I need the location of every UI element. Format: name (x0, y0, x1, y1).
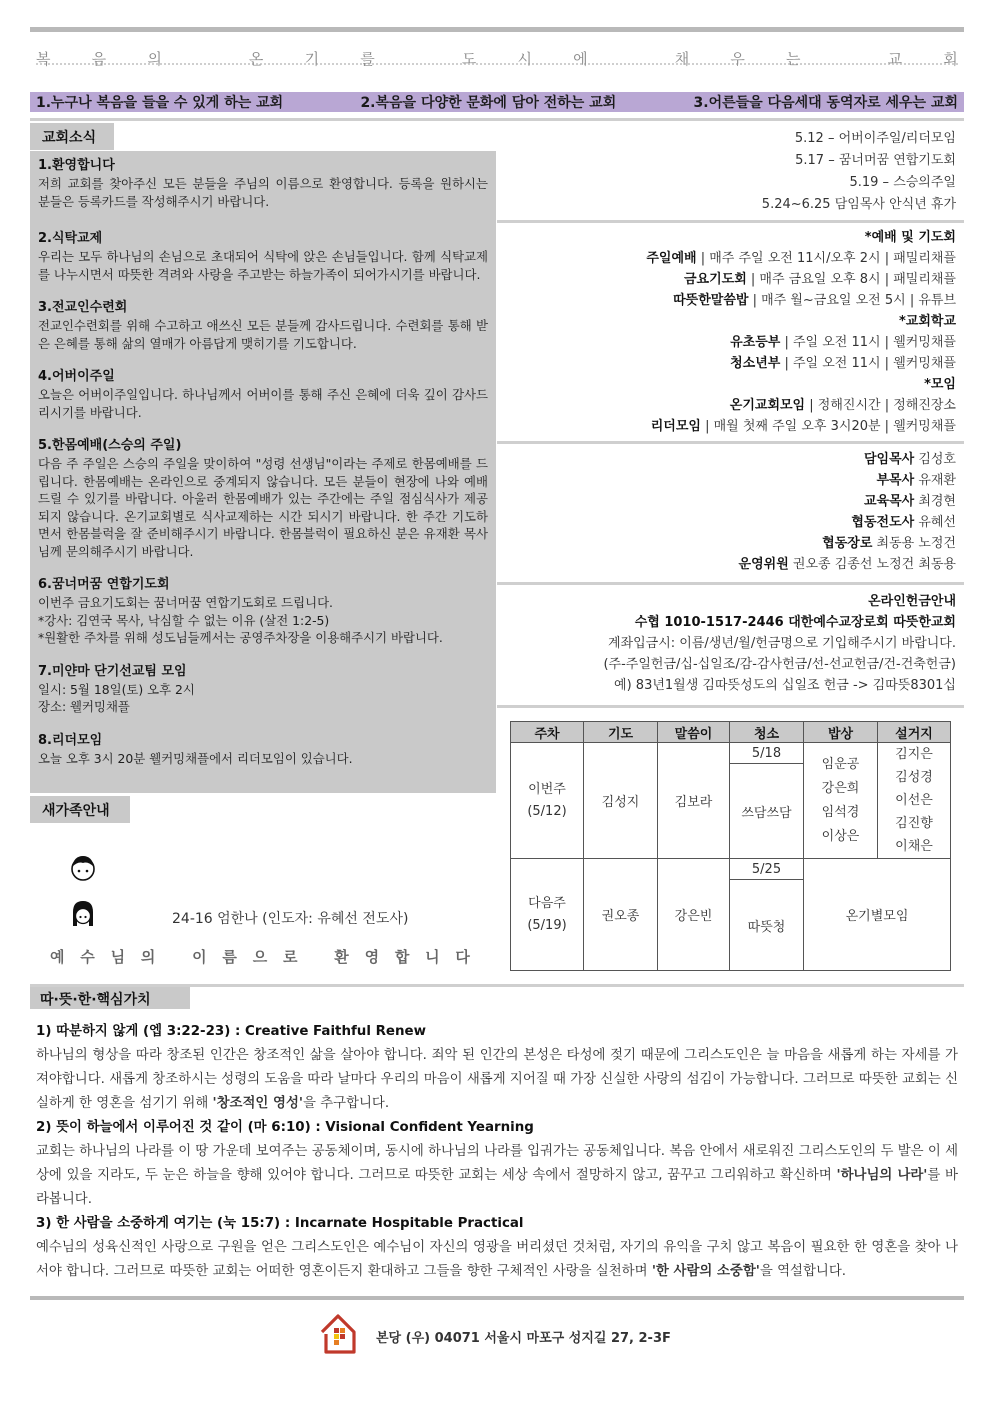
motto-char: 채 (674, 50, 690, 68)
welcome-char: 다 (455, 948, 470, 966)
school-heading: *교회학교 (898, 314, 956, 329)
table-row (511, 859, 951, 880)
prayer-cell: 권오종 (584, 859, 658, 971)
news-body: 오늘은 어버이주일입니다. 하나님께서 어버이를 통해 주신 은혜에 더욱 깊이 감사드리시기를 바랍니다. (38, 387, 488, 420)
staff-row: 담임목사 김성호 (863, 452, 956, 467)
table-header: 밥상 (804, 722, 878, 743)
offering-info (500, 591, 956, 696)
week-cell: 다음주 (5/19) (511, 859, 584, 971)
motto-char: 우 (730, 50, 745, 68)
news-item (38, 230, 488, 283)
news-line: *강사: 김연국 목사, 낙심할 수 없는 이유 (살전 1:2-5) (38, 612, 330, 628)
top-rule (30, 27, 964, 32)
news-title: 8.리더모임 (38, 732, 103, 748)
motto-char: 도 (461, 50, 477, 68)
news-title: 2.식탁교제 (38, 231, 103, 246)
news-title: 4.어버이주일 (38, 369, 115, 384)
news-line: 일시: 5월 18일(토) 오후 2시 (38, 681, 195, 697)
motto-char: 복 (36, 50, 51, 68)
clean-date-cell: 5/25 (730, 859, 804, 880)
right-divider (497, 582, 964, 585)
clean-date-cell: 5/18 (730, 743, 804, 764)
offering-line: 예) 83년1월생 김따뜻성도의 십일조 헌금 -> 김따뜻8301십 (614, 678, 956, 693)
news-title: 6.꿈너머꿈 연합기도회 (38, 577, 170, 592)
welcome-char (171, 946, 176, 967)
value-title: 1) 따분하지 않게 (엡 3:22-23) : Creative Faithful Renew (36, 1024, 426, 1039)
worship-times (500, 227, 956, 437)
vision-bar (30, 92, 964, 112)
motto-char (629, 48, 634, 70)
table-header: 설거지 (878, 722, 951, 743)
girl-icon (70, 898, 96, 930)
worship-row: 따뜻한말씀밥 | 매주 월~금요일 오전 5시 | 유튜브 (673, 293, 956, 308)
welcome-char: 환 (334, 948, 349, 966)
motto-char: 회 (943, 50, 958, 68)
welcome-char: 름 (222, 948, 237, 966)
news-line: 장소: 웰커밍채플 (38, 699, 130, 714)
value-body: 교회는 하나님의 나라를 이 땅 가운데 보여주는 공동체이며, 동시에 하나님의 나라를 입궈가는 공동체입니다. 복음 안에서 새로워진 그리스도인의 두 발은 이 세상에 있을 지라도, 두 눈은 하늘을 향해 있어야 합니다. 그러므로 따뜻한 교회는 세상 속에서 절망하지 않고, 꿈꾸고 그리워하고 확신하며 '하나님의 나라'를 바라봅니다. (36, 1144, 958, 1207)
welcome-char: 으 (252, 948, 268, 966)
welcome-char: 영 (364, 948, 380, 966)
worship-row: 온기교회모임 | 정해진시간 | 정해진장소 (729, 398, 956, 413)
welcome-char: 의 (140, 948, 156, 966)
worship-row: 청소년부 | 주일 오전 11시 | 웰커밍채플 (730, 356, 956, 371)
vision-3: 3.어른들을 다음세대 동역자로 세우는 교회 (693, 95, 958, 111)
worship-heading: *예배 및 기도회 (864, 230, 956, 245)
church-logo-icon (318, 1312, 358, 1356)
newfamily-tag: 새가족안내 (30, 796, 130, 823)
bottom-rule (30, 1296, 964, 1300)
worship-row: 리더모임 | 매월 첫째 주일 오후 3시20분 | 웰커밍채플 (650, 419, 956, 434)
value-body: 예수님의 성육신적인 사랑으로 구원을 얻은 그리스도인은 예수님이 자신의 영광을 버리셨던 것처럼, 자기의 유익을 구치 않고 복음이 필요한 한 영혼을 찾아 나서야 합니다. 그러므로 따뜻한 교회는 어떠한 영혼이든지 환대하고 그들을 향한 구체적인 사랑을 실천하며 '한 사람의 소중함'을 역설합니다. (36, 1240, 958, 1279)
section-rule (30, 118, 964, 121)
motto-char: 음 (91, 50, 107, 68)
news-item (38, 368, 488, 421)
worship-row: 주일예배 | 매주 주일 오전 11시/오후 2시 | 패밀리채플 (646, 251, 956, 266)
news-body: 우리는 모두 하나님의 손님으로 초대되어 식탁에 앉은 손님들입니다. 함께 식탁교제를 나누시면서 따뜻한 격려와 사랑을 주고받는 하늘가족이 되어가시기를 바랍니다. (38, 249, 488, 282)
offering-title: 온라인헌금안내 (868, 594, 956, 609)
table-row (511, 743, 951, 764)
news-item (38, 663, 488, 716)
word-cell: 김보라 (658, 743, 730, 859)
offering-line: 계좌입금시: 이름/생년/월/헌금명으로 기입해주시기 바랍니다. (608, 636, 956, 651)
motto-char: 의 (147, 50, 162, 68)
welcome-char: 합 (394, 948, 410, 966)
schedule (500, 128, 956, 216)
right-divider (497, 705, 964, 708)
word-cell: 강은빈 (658, 859, 730, 971)
motto-char (416, 48, 421, 70)
church-address: 본당 (우) 04071 서울시 마포구 성지길 27, 2-3F (376, 1331, 671, 1346)
news-body: 오늘 오후 3시 20분 웰커밍채플에서 리더모임이 있습니다. (38, 750, 353, 766)
news-item (38, 732, 488, 768)
welcome-char: 수 (80, 948, 95, 966)
schedule-item: 5.19 – 스승의주일 (849, 175, 956, 190)
table-header: 말씀이 (658, 722, 730, 743)
value-body: 하나님의 형상을 따라 창조된 인간은 창조적인 삶을 살아야 합니다. 죄악 된 인간의 본성은 타성에 젖기 때문에 그리스도인은 늘 마음을 새롭게 하는 자세를 가져야합니다. 새롭게 창조하시는 성령의 도움을 따라 날마다 우리의 마음이 새롭게 지어질 때 가장 신실한 사랑의 섬김이 가능합니다. 그러므로 따뜻한 교회는 신실하게 한 영혼을 섬기기 위해 '창조적인 영성'을 추구합니다. (36, 1048, 958, 1111)
offering-line: (주-주일헌금/십-십일조/감-감사헌금/선-선교헌금/건-건축헌금) (603, 657, 956, 672)
table-header-row (511, 722, 951, 743)
core-values (36, 1020, 958, 1284)
offering-account: 수협 1010-1517-2446 대한예수교장로회 따뜻한교회 (634, 615, 956, 630)
vision-1: 1.누구나 복음을 들을 수 있게 하는 교회 (36, 95, 284, 111)
value-title: 2) 뜻이 하늘에서 이루어진 것 같이 (마 6:10) : Visional Confident Yearning (36, 1120, 534, 1135)
right-divider (497, 441, 964, 444)
motto-char: 시 (517, 50, 532, 68)
motto-char: 는 (786, 50, 801, 68)
news-item (38, 299, 488, 352)
motto-char: 에 (573, 50, 588, 68)
news-title: 1.환영합니다 (38, 158, 115, 173)
news-panel (30, 151, 496, 793)
schedule-item: 5.24~6.25 담임목사 안식년 휴가 (761, 197, 956, 212)
right-divider (497, 220, 964, 223)
motto (36, 48, 958, 70)
duty-table (510, 721, 951, 971)
newfamily-name: 24-16 엄한나 (인도자: 유혜선 전도사) (172, 911, 409, 927)
motto-char (842, 48, 847, 70)
table-header: 주차 (511, 722, 584, 743)
motto-char (203, 48, 208, 70)
news-item (38, 437, 488, 560)
table-header: 기도 (584, 722, 658, 743)
week-cell: 이번주 (5/12) (511, 743, 584, 859)
meal-cell: 임운공 강은희 임석경 이상은 (804, 743, 878, 859)
news-title: 7.미얀마 단기선교팀 모임 (38, 663, 187, 679)
meal-dish-cell: 온기별모임 (804, 859, 951, 971)
worship-row: 유초등부 | 주일 오전 11시 | 웰커밍채플 (730, 335, 956, 350)
news-tag: 교회소식 (30, 123, 114, 150)
welcome-message (50, 946, 470, 967)
news-line: 이번주 금요기도회는 꿈너머꿈 연합기도회로 드립니다. (38, 595, 333, 610)
footer (318, 1312, 718, 1356)
staff-row: 운영위원 권오종 김종선 노정건 최동용 (738, 557, 956, 572)
welcome-char: 예 (50, 948, 65, 966)
schedule-item: 5.17 – 꿈너머꿈 연합기도회 (795, 153, 956, 168)
staff-row: 교육목사 최경현 (863, 494, 956, 509)
news-item (38, 576, 488, 647)
staff-row: 협동전도사 유혜선 (851, 515, 956, 530)
meeting-heading: *모임 (924, 377, 956, 392)
news-body: 저희 교회를 찾아주신 모든 분들을 주님의 이름으로 환영합니다. 등록을 원하시는 분들은 등록카드를 작성해주시기 바랍니다. (38, 176, 488, 209)
motto-char: 를 (360, 50, 375, 68)
news-body: 전교인수련회를 위해 수고하고 애쓰신 모든 분들께 감사드립니다. 수련회를 통해 받은 은혜를 통해 삶의 열매가 아름답게 맺히기를 기도합니다. (38, 318, 488, 351)
worship-row: 금요기도회 | 매주 금요일 오후 8시 | 패밀리채플 (683, 272, 956, 287)
news-title: 3.전교인수련회 (38, 300, 128, 315)
value-title: 3) 한 사람을 소중하게 여기는 (눅 15:7) : Incarnate Hospitable Practical (36, 1216, 524, 1231)
motto-char: 기 (304, 50, 320, 68)
values-tag: 따·뜻·한·핵심가치 (30, 987, 190, 1009)
welcome-char: 님 (110, 948, 126, 966)
vision-2: 2.복음을 다양한 문화에 담아 전하는 교회 (360, 95, 617, 111)
news-title: 5.한몸예배(스승의 주일) (38, 438, 182, 453)
news-line: *원활한 주차를 위해 성도님들께서는 공영주차장을 이용해주시기 바랍니다. (38, 630, 443, 645)
staff-row: 협동장로 최동용 노정건 (822, 536, 956, 551)
prayer-cell: 김성지 (584, 743, 658, 859)
motto-char: 온 (248, 50, 264, 68)
welcome-char: 로 (282, 948, 298, 966)
staff-list (500, 449, 956, 575)
staff-row: 부목사 유재환 (876, 473, 956, 488)
clean-cell: 따뜻청 (730, 880, 804, 971)
newfamily-section (30, 840, 496, 980)
schedule-item: 5.12 – 어버이주일/리더모임 (794, 131, 956, 146)
news-body: 다음 주 주일은 스승의 주일을 맞이하여 "성령 선생님"이라는 주제로 한몸예배를 드립니다. 한몸예배는 온라인으로 중계되지 않습니다. 모든 분들이 현장에 나와 예배드릴 수 있기를 바랍니다. 아울러 한몸예배가 있는 주간에는 주일 점심식사가 제공되지 않습니다. 온기교회별로 식사교제하는 시간 되시기 바랍니다. 한 주간 기도하면서 한몸블럭을 잘 준비해주시기 바랍니다. 한몸블럭이 필요하신 분은 유재환 목사님께 문의해주시기 바랍니다. (38, 456, 488, 559)
table-header: 청소 (730, 722, 804, 743)
motto-char: 교 (887, 50, 903, 68)
welcome-char: 이 (192, 948, 207, 966)
news-item (38, 157, 488, 210)
dish-cell: 김지은 김성경 이선은 김진향 이채은 (878, 743, 951, 859)
welcome-char: 니 (425, 948, 440, 966)
welcome-char (313, 946, 318, 967)
clean-cell: 쓰담쓰담 (730, 764, 804, 859)
boy-icon (70, 852, 96, 884)
